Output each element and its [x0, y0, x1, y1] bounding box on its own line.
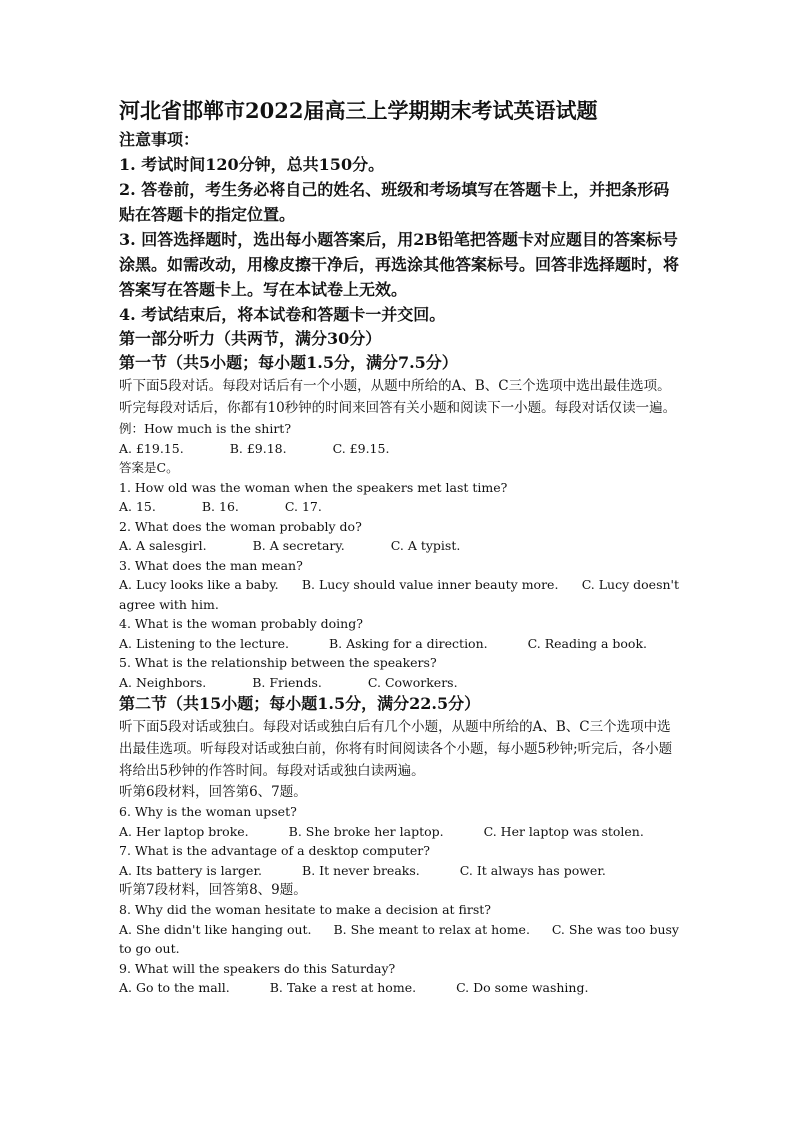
note-item: 3. 回答选择题时，选出每小题答案后，用2B铅笔把答题卡对应题目的答案标号涂黑。如需改动，用橡皮擦干净后，再选涂其他答案标号。回答非选择题时，将答案写在答题卡上。写在本试卷上无效。: [119, 230, 680, 299]
option-a: A. Go to the mall.: [119, 980, 230, 995]
question-9-options: [119, 978, 679, 998]
option-a: A. Her laptop broke.: [119, 823, 249, 839]
option-b: B. She broke her laptop.: [288, 823, 444, 839]
option-c: C. Coworkers.: [367, 674, 458, 690]
option-b: B. Lucy should value inner beauty more.: [301, 577, 559, 592]
example-question: 例：How much is the shirt?: [119, 421, 292, 436]
option-b: B. 16.: [201, 499, 239, 514]
section2-instructions: 听下面5段对话或独白。每段对话或独白后有几个小题，从题中所给的A、B、C三个选项中选出最佳选项。听每段对话或独白前，你将有时间阅读各个小题，每小题5秒钟;听完后，各小题将给出5秒钟的作答时间。每段对话或独白读两遍。: [119, 719, 673, 779]
example-options: [119, 439, 679, 459]
notes-heading: 注意事项：: [119, 130, 200, 149]
question-7-options: [119, 861, 679, 881]
example-answer: 答案是C。: [119, 460, 179, 475]
option-a: A. A salesgirl.: [119, 538, 207, 553]
option-b: B. £9.18.: [229, 440, 287, 456]
question-9: 9. What will the speakers do this Saturday?: [119, 960, 396, 976]
option-c: C. She was too busy: [551, 921, 679, 937]
option-a: A. £19.15.: [119, 440, 184, 456]
option-c: C. Reading a book.: [527, 635, 648, 651]
material-7-heading: 听第7段材料，回答第8、9题。: [119, 882, 307, 898]
option-a: A. 15.: [119, 499, 156, 514]
question-3-option-continued: agree with him.: [119, 596, 219, 612]
option-a: A. Its battery is larger.: [119, 862, 263, 878]
note-item: 4. 考试结束后，将本试卷和答题卡一并交回。: [119, 305, 446, 324]
option-c: C. Her laptop was stolen.: [483, 823, 644, 839]
option-c: C. Do some washing.: [456, 980, 589, 995]
note-item: 1. 考试时间120分钟，总共150分。: [119, 155, 385, 174]
option-b: B. She meant to relax at home.: [333, 921, 530, 937]
question-5: 5. What is the relationship between the speakers?: [119, 655, 437, 670]
question-8-options: [119, 920, 679, 940]
section1-heading: 第一节（共5小题；每小题1.5分，满分7.5分）: [119, 353, 458, 372]
option-b: B. Take a rest at home.: [269, 980, 417, 995]
option-a: A. Lucy looks like a baby.: [119, 577, 279, 592]
option-b: B. It never breaks.: [302, 862, 420, 878]
option-c: C. It always has power.: [459, 862, 606, 878]
note-item: 2. 答卷前，考生务必将自己的姓名、班级和考场填写在答题卡上，并把条形码贴在答题卡的指定位置。: [119, 180, 670, 224]
question-5-options: [119, 673, 679, 693]
question-4: 4. What is the woman probably doing?: [119, 616, 363, 631]
exam-title: 河北省邯郸市2022届高三上学期期末考试英语试题: [119, 98, 598, 123]
option-a: A. Neighbors.: [119, 674, 207, 690]
question-6-options: [119, 822, 679, 842]
option-b: B. Friends.: [252, 674, 322, 690]
question-6: 6. Why is the woman upset?: [119, 804, 297, 819]
question-2: 2. What does the woman probably do?: [119, 518, 362, 534]
question-1: 1. How old was the woman when the speakers met last time?: [119, 479, 508, 495]
option-b: B. A secretary.: [252, 538, 345, 553]
question-8: 8. Why did the woman hesitate to make a decision at first?: [119, 902, 491, 917]
exam-page: [119, 96, 679, 998]
section1-instructions: 听下面5段对话。每段对话后有一个小题，从题中所给的A、B、C三个选项中选出最佳选项。听完每段对话后，你都有10秒钟的时间来回答有关小题和阅读下一小题。每段对话仅读一遍。: [119, 378, 677, 416]
option-c: C. 17.: [284, 499, 322, 514]
option-a: A. Listening to the lecture.: [119, 635, 289, 651]
question-3-options: [119, 575, 679, 595]
part1-heading: 第一部分听力（共两节，满分30分）: [119, 329, 382, 348]
question-4-options: [119, 634, 679, 654]
question-1-options: [119, 497, 679, 517]
option-b: B. Asking for a direction.: [328, 635, 488, 651]
material-6-heading: 听第6段材料，回答第6、7题。: [119, 784, 307, 800]
option-c: C. A typist.: [390, 538, 461, 553]
section2-heading: 第二节（共15小题；每小题1.5分，满分22.5分）: [119, 694, 481, 713]
question-3: 3. What does the man mean?: [119, 557, 303, 573]
option-c: C. £9.15.: [332, 440, 390, 456]
option-c: C. Lucy doesn't: [581, 577, 679, 592]
question-2-options: [119, 536, 679, 556]
option-a: A. She didn't like hanging out.: [119, 921, 312, 937]
question-7: 7. What is the advantage of a desktop computer?: [119, 843, 430, 858]
question-8-option-continued: to go out.: [119, 941, 180, 956]
